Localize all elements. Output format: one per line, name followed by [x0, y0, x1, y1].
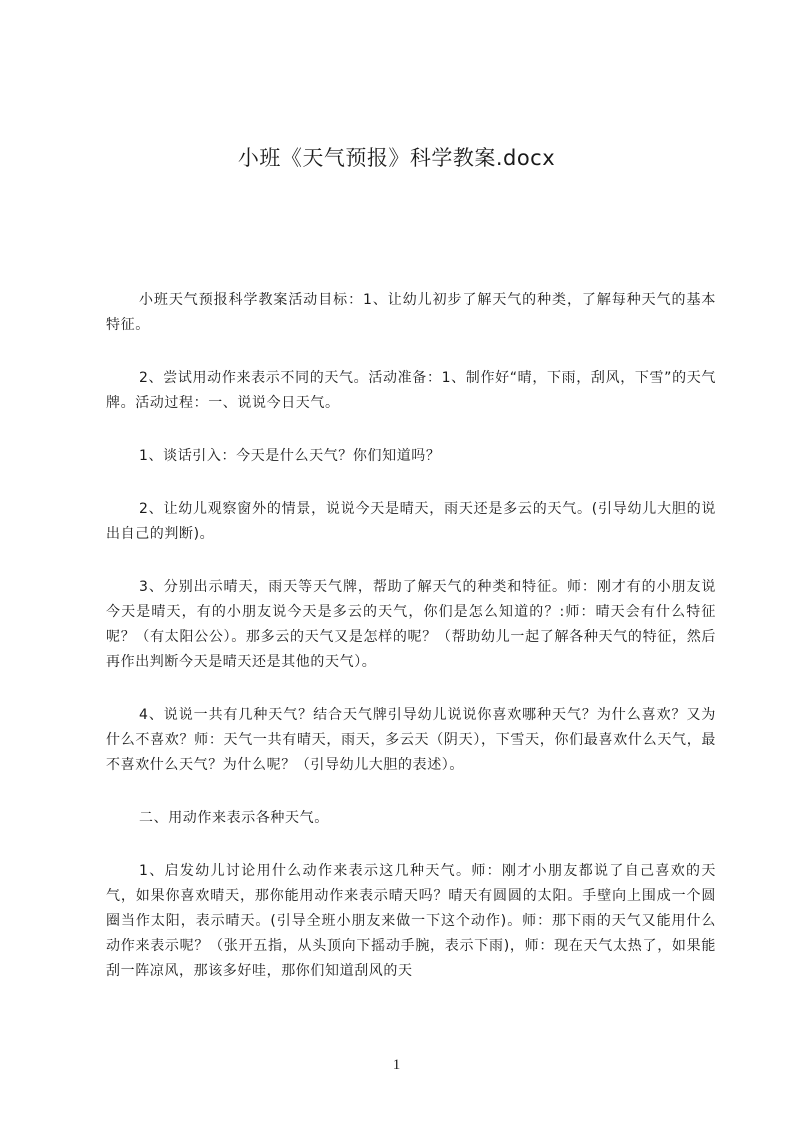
paragraph-weather-cards: 3、分别出示晴天，雨天等天气牌，帮助了解天气的种类和特征。师：刚才有的小朋友说今天是晴天，有的小朋友说今天是多云的天气，你们是怎么知道的？:师：晴天会有什么特征呢？（有太阳公公）。那多云的天气又是怎样的呢？（帮助幼儿一起了解各种天气的特征，然后再作出判断今天是晴天还是其他的天气）。 [106, 579, 716, 670]
paragraph-observe: 2、让幼儿观察窗外的情景，说说今天是晴天，雨天还是多云的天气。(引导幼儿大胆的说出自己的判断)。 [106, 501, 716, 542]
page-number: 1 [392, 1057, 401, 1073]
paragraph-objectives: 小班天气预报科学教案活动目标：1、让幼儿初步了解天气的种类，了解每种天气的基本特征。 [106, 292, 716, 333]
document-body [106, 288, 716, 1012]
document-title: 小班《天气预报》科学教案.docx [237, 146, 556, 170]
paragraph-actions: 1、启发幼儿讨论用什么动作来表示这几种天气。师：刚才小朋友都说了自己喜欢的天气，如果你喜欢晴天，那你能用动作来表示晴天吗？晴天有圆圆的太阳。手壁向上围成一个圆圈当作太阳，表示晴天。(引导全班小朋友来做一下这个动作)。师：那下雨的天气又能用什么动作来表示呢？（张开五指，从头顶向下摇动手腕，表示下雨)，师：现在天气太热了，如果能刮一阵凉风，那该多好哇，那你们知道刮风的天 [106, 863, 716, 979]
paragraph-preparation: 2、尝试用动作来表示不同的天气。活动准备：1、制作好“晴，下雨，刮风，下雪”的天气牌。活动过程：一、说说今日天气。 [106, 370, 716, 411]
section-heading-actions: 二、用动作来表示各种天气。 [139, 810, 329, 826]
paragraph-discussion: 4、说说一共有几种天气？结合天气牌引导幼儿说说你喜欢哪种天气？为什么喜欢？又为什么不喜欢？师：天气一共有晴天，雨天，多云天（阴天），下雪天，你们最喜欢什么天气，最不喜欢什么天气？为什么呢？（引导幼儿大胆的表述）。 [106, 707, 716, 773]
paragraph-intro: 1、谈话引入：今天是什么天气？你们知道吗？ [139, 448, 441, 464]
